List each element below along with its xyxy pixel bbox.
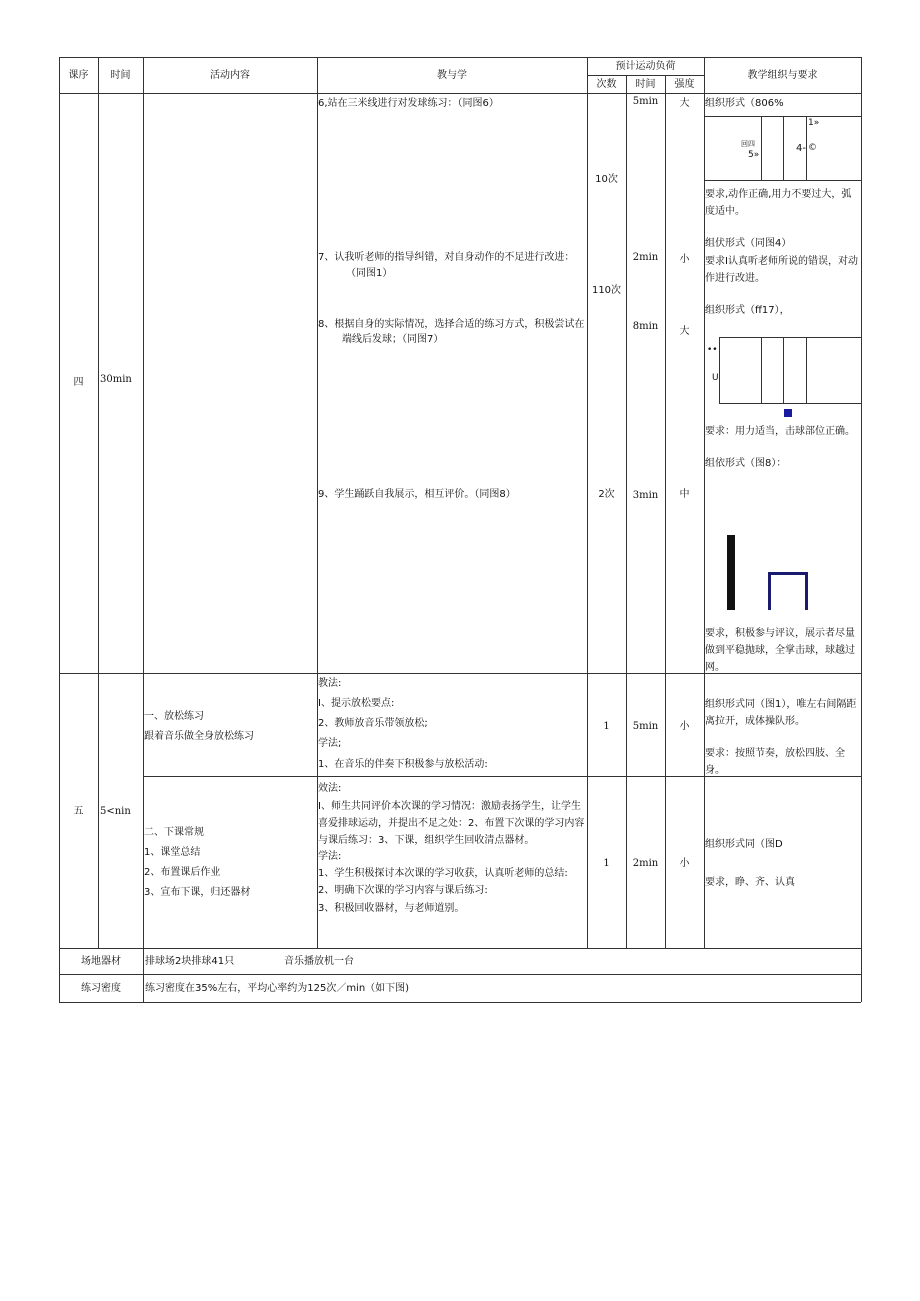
section5-teach-2-3: 1、学生积极探讨本次课的学习收获，认真听老师的总结: (318, 868, 568, 879)
org-line (719, 337, 861, 338)
section4-time-7: 2min (632, 252, 659, 263)
section5-teach-2-0: 效法: (318, 783, 342, 794)
header-load: 预计运动负荷 (615, 61, 676, 72)
diagram-line (719, 337, 720, 403)
section5-time: 5<nin (100, 806, 131, 817)
table-border-left (59, 57, 60, 1002)
header-count: 次数 (596, 79, 617, 90)
org-line (704, 180, 861, 181)
header-intensity: 强度 (674, 79, 695, 90)
section5-time-1: 5min (632, 721, 659, 732)
header-bottom-line (59, 93, 861, 94)
section5-org-form-2: 组织形式同（图D (705, 839, 783, 850)
header-load-time: 时间 (635, 79, 656, 90)
section5-teach-1-0: 教法: (318, 678, 342, 689)
section5-teach-1-2: 2、教师放音乐带领放松; (318, 718, 428, 729)
section4-intensity-7: 小 (679, 254, 690, 265)
diagram1-label-e: © (808, 143, 817, 153)
section5-teach-2-1: I、师生共同评价本次课的学习情况：激励表扬学生，让学生喜爱排球运动，并提出不足之处：2、布置下次课的学习内容与课后练习：3、下课，组织学生回收清点器材。 (318, 801, 585, 846)
table-border-top (59, 57, 861, 58)
org-line (719, 403, 861, 404)
goal-frame-marker (768, 572, 808, 610)
venue-value-2: 音乐播放机一台 (284, 956, 354, 967)
header-organization: 教学组织与要求 (747, 70, 818, 81)
col-line (98, 57, 99, 949)
density-value: 练习密度在35%左右，平均心率约为125次／min（如下图) (145, 983, 410, 994)
diagram-line (761, 337, 762, 403)
org-form-3: 组织形式（ff17）， (705, 305, 790, 316)
header-lesson-section: 课序 (68, 70, 89, 81)
col-line (626, 75, 627, 949)
diagram3-dots: •• (707, 345, 718, 355)
diagram1-label-b: 5» (748, 150, 760, 160)
venue-value-1: 排球场2块排球41只 (145, 956, 235, 967)
load-subheader-line (587, 75, 704, 76)
section4-item8: 8、根据自身的实际情况，选择合适的练习方式，积极尝试在 (318, 319, 585, 330)
diagram1-label-d: 1» (808, 118, 820, 128)
section4-item7: 7、认我听老师的指导纠错，对自身动作的不足进行改进： (318, 252, 575, 263)
section4-item9: 9、学生踊跃自我展示，相互评价。（同图8） (318, 489, 516, 500)
org-form-2: 组伏形式（同图4） (705, 238, 792, 249)
section4-item7-ref: （同图1） (346, 268, 393, 279)
diagram1-label-c: 4- (796, 143, 806, 154)
section5-activity-2-1: 1、课堂总结 (144, 847, 201, 858)
section5-teach-1-3: 学法; (318, 738, 342, 749)
diagram1-label-a: 回四 (741, 140, 755, 148)
table-border-right (861, 57, 862, 1002)
table-border-bottom (59, 1002, 861, 1003)
section4-intensity-9: 中 (679, 489, 690, 500)
org-form-4: 组依形式（图8）： (705, 458, 787, 469)
diagram-line (783, 116, 784, 180)
section4-time-9: 3min (632, 490, 659, 501)
section4-time-8: 8min (632, 321, 659, 332)
density-label: 练习密度 (81, 983, 121, 994)
section5-org-form-1: 组织形式同（图1），唯左右间隔距离拉开，成体操队形。 (705, 699, 857, 727)
section4-time: 30min (100, 374, 132, 385)
section4-intensity-6: 大 (679, 98, 690, 109)
org-req-2: 要求Ⅰ认真听老师所说的错误，对动作进行改进。 (705, 256, 858, 284)
section5-activity-2-0: 二、下课常规 (144, 827, 204, 838)
section5-intensity-2: 小 (679, 858, 690, 869)
diagram-line (806, 116, 807, 180)
org-form-1: 组织形式（806% (705, 98, 784, 109)
section4-intensity-8: 大 (679, 326, 690, 337)
section4-count-6: 10次 (595, 174, 618, 185)
col-line (665, 75, 666, 949)
org-req-3: 要求：用力适当，击球部位正确。 (705, 426, 855, 437)
section5-bottom-line (59, 948, 861, 949)
venue-bottom-line (59, 974, 861, 975)
section4-count-7: 110次 (591, 285, 622, 296)
org-req-1: 要求,动作正确,用力不要过大，弧度适中。 (705, 189, 852, 217)
section5-time-2: 2min (632, 858, 659, 869)
diagram-line (783, 337, 784, 403)
section5-intensity-1: 小 (679, 721, 690, 732)
diagram3-label: U (712, 373, 719, 383)
section5-activity-2-3: 3、宣布下课，归还器材 (144, 887, 251, 898)
section5-label: 五 (73, 806, 84, 817)
header-activity: 活动内容 (210, 70, 250, 81)
net-post-marker (727, 535, 735, 610)
col-line (587, 57, 588, 949)
section4-label: 四 (73, 377, 84, 388)
section5-teach-1-4: 1、在音乐的伴奏下积极参与放松活动: (318, 759, 488, 770)
section5-org-req-2: 要求，睁、齐、认真 (705, 877, 795, 888)
diagram-line (761, 116, 762, 180)
section5-count-1: 1 (603, 721, 610, 732)
section4-item6: 6,站在三米线进行对发球练习：（同图6） (318, 98, 499, 109)
player-marker (784, 409, 792, 417)
section4-count-9: 2次 (598, 489, 615, 500)
section4-item8-cont: 端线后发球；（同图7） (342, 334, 444, 345)
venue-label: 场地器材 (81, 956, 121, 967)
section5-activity-1-desc: 跟着音乐做全身放松练习 (144, 731, 254, 742)
section5-teach-1-1: I、提示放松要点: (318, 698, 395, 709)
section5-teach-2-2: 学法: (318, 851, 342, 862)
diagram-line (806, 337, 807, 403)
section5-teach-2-4: 2、明确下次课的学习内容与课后练习: (318, 885, 488, 896)
section5-count-2: 1 (603, 858, 610, 869)
col-line (143, 57, 144, 1002)
section5-org-req-1: 要求：按照节奏，放松四肢、全身。 (705, 748, 845, 776)
org-req-4: 要求，积极参与评议，展示者尽量做到平稳抛球，全掌击球，球越过网。 (705, 628, 855, 673)
header-teaching: 教与学 (437, 70, 467, 81)
section4-time-6: 5min (632, 96, 659, 107)
header-time: 时间 (110, 70, 131, 81)
section5-activity-1: 一、放松练习 (144, 711, 204, 722)
section5-activity-2-2: 2、布置课后作业 (144, 867, 221, 878)
section5-teach-2-5: 3、积极回收器材，与老师道别。 (318, 903, 465, 914)
